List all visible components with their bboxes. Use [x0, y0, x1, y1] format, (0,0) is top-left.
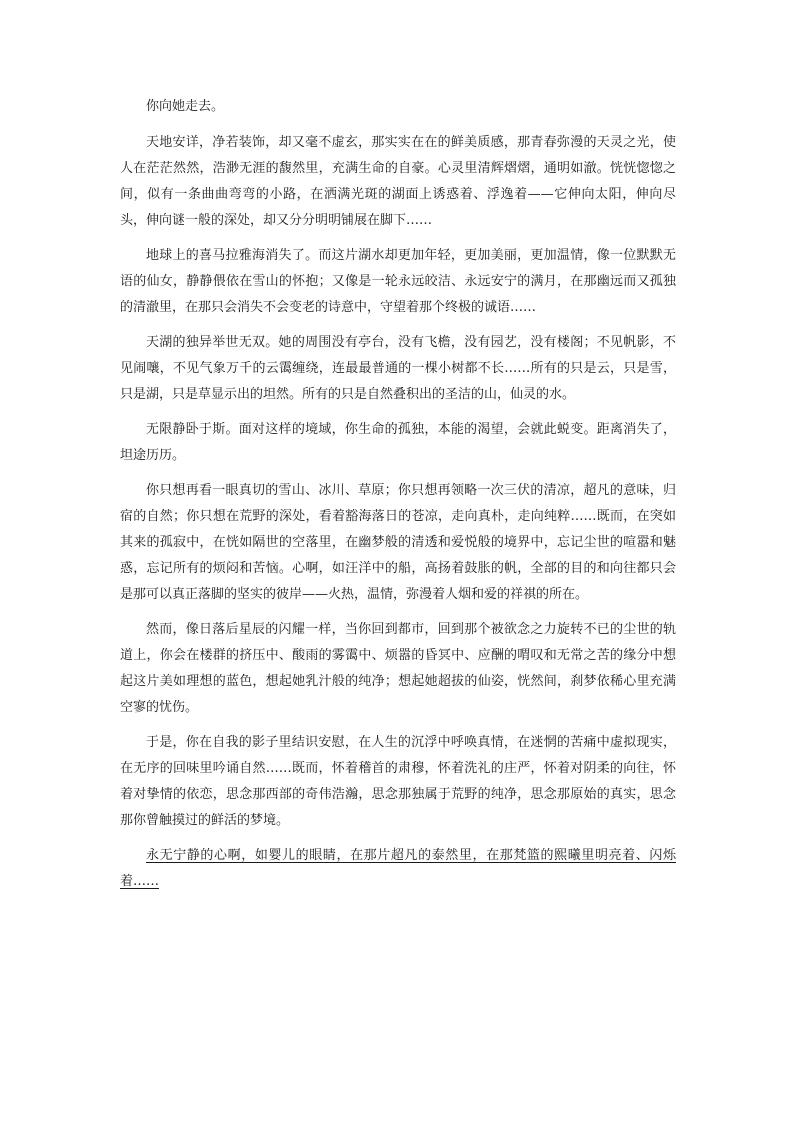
paragraph-2: 天地安详，净若装饰，却又毫不虚玄，那实实在在的鲜美质感，那青春弥漫的天灵之光，使人在茫茫然然，浩渺无涯的馥然里，充满生命的自豪。心灵里清辉熠熠，通明如澈。恍恍惚惚之间，似有一条曲曲弯弯的小路，在洒满光斑的湖面上诱惑着、浮逸着——它伸向太阳，伸向尽头，伸向谜一般的深处，却又分分明明铺展在脚下…… [120, 135, 676, 228]
paragraph-3: 地球上的喜马拉雅海消失了。而这片湖水却更加年轻，更加美丽，更加温情，像一位默默无语的仙女，静静偎依在雪山的怀抱；又像是一轮永远皎洁、永远安宁的满月，在那幽远而又孤独的清澈里，在那只会消失不会变老的诗意中，守望着那个终极的诚语…… [120, 248, 676, 315]
paragraph-6: 你只想再看一眼真切的雪山、冰川、草原；你只想再领略一次三伏的清凉，超凡的意味，归宿的自然；你只想在荒野的深处，看着豁海落日的苍凉，走向真朴，走向纯粹……既而，在突如其来的孤寂中，在恍如隔世的空落里，在幽梦般的清透和爱悦般的境界中，忘记尘世的喧嚣和魅惑，忘记所有的烦闷和苦恼。心啊，如汪洋中的船，高扬着鼓胀的帆，全部的目的和向往都只会是那可以真正落脚的坚实的彼岸——火热，温情，弥漫着人烟和爱的祥祺的所在。 [120, 483, 676, 602]
document-body [120, 94, 676, 904]
paragraph-7: 然而，像日落后星辰的闪耀一样，当你回到都市，回到那个被欲念之力旋转不已的尘世的轨道上，你会在楼群的挤压中、酸雨的雾霭中、烦嚣的昏冥中、应酬的喟叹和无常之苦的缘分中想起这片美如理想的蓝色，想起她乳汁般的纯净；想起她超拔的仙姿，恍然间，刹梦依稀心里充满空寥的忧伤。 [120, 622, 676, 715]
paragraph-1: 你向她走去。 [146, 99, 225, 114]
underlined-paragraph: 永无宁静的心啊，如婴儿的眼睛，在那片超凡的泰然里，在那梵篮的熙曦里明亮着、闪烁着…… [120, 848, 676, 889]
paragraph-5: 无限静卧于斯。面对这样的境域，你生命的孤独，本能的渴望，会就此蜕变。距离消失了，坦途历历。 [120, 422, 676, 463]
paragraph-4: 天湖的独异举世无双。她的周围没有亭台，没有飞檐，没有园艺，没有楼阁；不见帆影，不见闹嚷，不见气象万千的云霭缠绕，连最最普通的一棵小树都不长……所有的只是云，只是雪，只是湖，只是草显示出的坦然。所有的只是自然叠积出的圣洁的山，仙灵的水。 [120, 335, 676, 402]
paragraph-8: 于是，你在自我的影子里结识安慰，在人生的沉浮中呼唤真情，在迷惘的苦痛中虚拟现实，在无序的回味里吟诵自然……既而，怀着稽首的肃穆，怀着洗礼的庄严，怀着对阴柔的向往，怀着对挚情的依恋，思念那西部的奇伟浩瀚，思念那独属于荒野的纯净，思念那原始的真实，思念那你曾触摸过的鲜活的梦境。 [120, 735, 676, 828]
